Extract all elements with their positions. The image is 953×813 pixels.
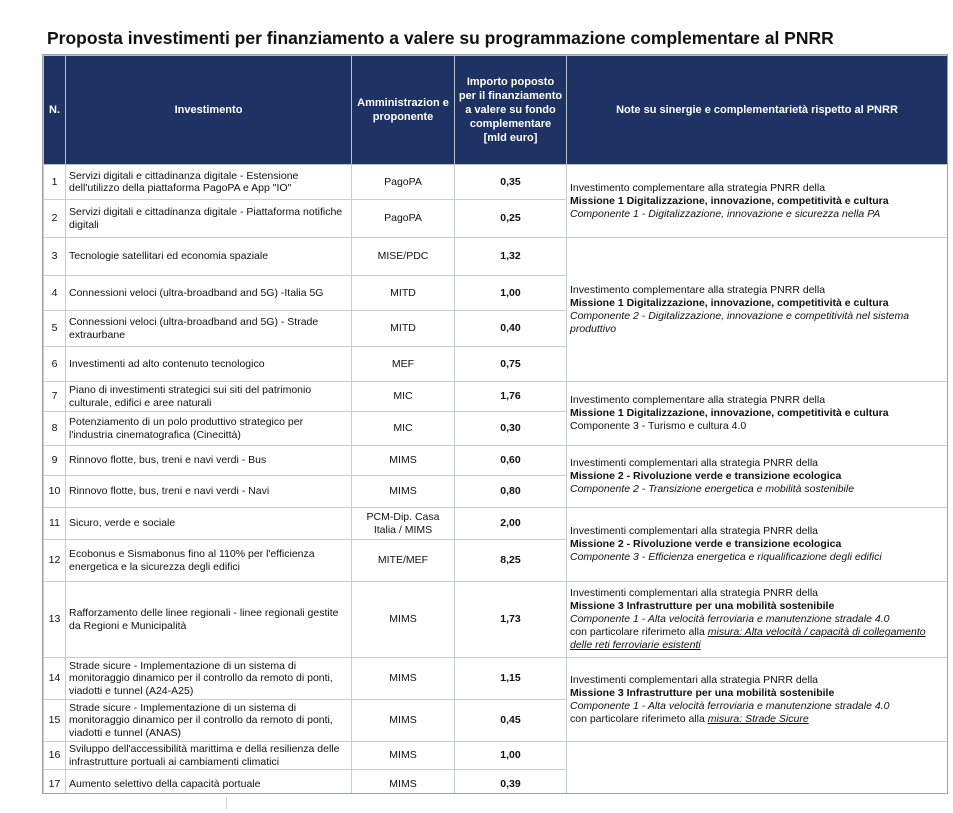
investment-name: Potenziamento di un polo produttivo strategico per l'industria cinematografica (Cinecittà) — [66, 412, 352, 446]
row-number: 2 — [44, 200, 66, 238]
row-number: 14 — [44, 658, 66, 700]
row-number: 4 — [44, 276, 66, 311]
investment-name: Servizi digitali e cittadinanza digitale - Estensione dell'utilizzo della piattaforma PagoPA e App "IO" — [66, 165, 352, 200]
table-row — [44, 238, 948, 276]
proposing-administration: MIMS — [352, 476, 455, 508]
page-divider — [226, 797, 227, 809]
proposing-administration: MITD — [352, 276, 455, 311]
investment-name: Investimenti ad alto contenuto tecnologico — [66, 347, 352, 382]
row-number: 8 — [44, 412, 66, 446]
amount: 1,00 — [455, 276, 567, 311]
table-row — [44, 508, 948, 540]
row-number: 6 — [44, 347, 66, 382]
table-row — [44, 658, 948, 700]
investment-name: Rinnovo flotte, bus, treni e navi verdi - Navi — [66, 476, 352, 508]
note-component: Componente 3 - Turismo e cultura 4.0 — [570, 420, 747, 432]
amount: 1,15 — [455, 658, 567, 700]
row-number: 16 — [44, 742, 66, 770]
amount: 2,00 — [455, 508, 567, 540]
note-line: Investimenti complementari alla strategia PNRR della — [570, 525, 819, 537]
note-component: Componente 1 - Digitalizzazione, innovazione e sicurezza nella PA — [570, 207, 881, 220]
investment-name: Sicuro, verde e sociale — [66, 508, 352, 540]
note-mission: Missione 2 - Rivoluzione verde e transizione ecologica — [570, 470, 842, 482]
header-n: N. — [44, 56, 66, 165]
investment-name: Strade sicure - Implementazione di un sistema di monitoraggio dinamico per il controllo da remoto di ponti, viadotti e tunnel (ANAS) — [66, 700, 352, 742]
note-cell — [567, 446, 948, 508]
amount: 0,75 — [455, 347, 567, 382]
amount: 1,00 — [455, 742, 567, 770]
table-row — [44, 165, 948, 200]
note-line: Investimento complementare alla strategia PNRR della — [570, 181, 826, 194]
note-cell — [567, 165, 948, 238]
note-cell — [567, 382, 948, 446]
investment-name: Connessioni veloci (ultra-broadband and 5G) -Italia 5G — [66, 276, 352, 311]
amount: 0,39 — [455, 770, 567, 795]
proposing-administration: MIC — [352, 382, 455, 412]
header-importo: Importo poposto per il finanziamento a valere su fondo complementare [mld euro] — [455, 56, 567, 165]
note-measure: misura: Strade Sicure — [707, 712, 809, 725]
investment-name: Rafforzamento delle linee regionali - linee regionali gestite da Regioni e Municipalità — [66, 582, 352, 658]
amount: 0,40 — [455, 311, 567, 347]
table-row — [44, 742, 948, 770]
amount: 0,80 — [455, 476, 567, 508]
note-component: Componente 2 - Transizione energetica e mobilità sostenibile — [570, 483, 855, 495]
row-number: 11 — [44, 508, 66, 540]
row-number: 12 — [44, 540, 66, 582]
header-investimento: Investimento — [66, 56, 352, 165]
proposing-administration: PCM-Dip. Casa Italia / MIMS — [352, 508, 455, 540]
document-title: Proposta investimenti per finanziamento a valere su programmazione complementare al PNRR — [47, 28, 834, 48]
proposing-administration: MIMS — [352, 582, 455, 658]
row-number: 13 — [44, 582, 66, 658]
row-number: 10 — [44, 476, 66, 508]
note-line: Investimenti complementari alla strategia PNRR della — [570, 587, 819, 599]
note-cell — [567, 508, 948, 582]
row-number: 1 — [44, 165, 66, 200]
investment-name: Rinnovo flotte, bus, treni e navi verdi - Bus — [66, 446, 352, 476]
amount: 0,35 — [455, 165, 567, 200]
amount: 1,73 — [455, 582, 567, 658]
table-row — [44, 446, 948, 476]
note-mission: Missione 3 Infrastrutture per una mobilità sostenibile — [570, 600, 835, 612]
row-number: 5 — [44, 311, 66, 347]
investment-name: Strade sicure - Implementazione di un sistema di monitoraggio dinamico per il controllo da remoto di ponti, viadotti e tunnel (A24-A25) — [66, 658, 352, 700]
investment-name: Sviluppo dell'accessibilità marittima e della resilienza delle infrastrutture portuali ai cambiamenti climatici — [66, 742, 352, 770]
investment-name: Servizi digitali e cittadinanza digitale - Piattaforma notifiche digitali — [66, 200, 352, 238]
note-line: Investimento complementare alla strategia PNRR della — [570, 394, 826, 406]
proposing-administration: PagoPA — [352, 200, 455, 238]
row-number: 17 — [44, 770, 66, 795]
amount: 0,25 — [455, 200, 567, 238]
note-cell-empty — [567, 742, 948, 795]
amount: 1,32 — [455, 238, 567, 276]
proposing-administration: MIMS — [352, 700, 455, 742]
note-component: Componente 1 - Alta velocità ferroviaria e manutenzione stradale 4.0 — [570, 613, 890, 625]
note-mission: Missione 1 Digitalizzazione, innovazione, competitività e cultura — [570, 296, 889, 309]
proposing-administration: MIMS — [352, 446, 455, 476]
amount: 0,30 — [455, 412, 567, 446]
header-amministrazione: Amministrazion e proponente — [352, 56, 455, 165]
note-line: Investimenti complementari alla strategia PNRR della — [570, 673, 819, 686]
investment-name: Aumento selettivo della capacità portuale — [66, 770, 352, 795]
note-cell — [567, 582, 948, 658]
investment-name: Connessioni veloci (ultra-broadband and 5G) - Strade extraurbane — [66, 311, 352, 347]
note-reference-prefix: con particolare riferimeto alla — [570, 712, 708, 725]
note-mission: Missione 1 Digitalizzazione, innovazione, competitività e cultura — [570, 194, 889, 207]
proposing-administration: MIMS — [352, 770, 455, 795]
header-note: Note su sinergie e complementarietà rispetto al PNRR — [567, 56, 948, 165]
proposing-administration: MIMS — [352, 658, 455, 700]
proposing-administration: MIC — [352, 412, 455, 446]
amount: 0,45 — [455, 700, 567, 742]
note-reference — [570, 626, 944, 652]
note-reference-prefix: con particolare riferimeto alla — [570, 626, 708, 638]
row-number: 7 — [44, 382, 66, 412]
investment-table — [43, 55, 948, 794]
note-line: Investimenti complementari alla strategia PNRR della — [570, 457, 819, 469]
note-cell — [567, 238, 948, 382]
investment-name: Tecnologie satellitari ed economia spaziale — [66, 238, 352, 276]
note-reference — [570, 713, 944, 726]
note-component: Componente 1 - Alta velocità ferroviaria e manutenzione stradale 4.0 — [570, 699, 890, 712]
note-line: Investimento complementare alla strategia PNRR della — [570, 283, 826, 296]
proposing-administration: MISE/PDC — [352, 238, 455, 276]
note-component: Componente 3 - Efficienza energetica e riqualificazione degli edifici — [570, 551, 882, 563]
table-row — [44, 582, 948, 658]
note-mission: Missione 2 - Rivoluzione verde e transizione ecologica — [570, 538, 842, 550]
row-number: 3 — [44, 238, 66, 276]
row-number: 15 — [44, 700, 66, 742]
proposing-administration: MIMS — [352, 742, 455, 770]
note-measure: misura: Alta velocità / capacità di collegamento delle reti ferroviarie esistenti — [570, 626, 926, 651]
table-row — [44, 382, 948, 412]
note-component: Componente 2 - Digitalizzazione, innovazione e competitività nel sistema produttivo — [570, 309, 910, 335]
proposing-administration: MITD — [352, 311, 455, 347]
proposing-administration: PagoPA — [352, 165, 455, 200]
investment-table-container — [42, 54, 948, 794]
investment-name: Ecobonus e Sismabonus fino al 110% per l'efficienza energetica e la sicurezza degli edifici — [66, 540, 352, 582]
investment-name: Piano di investimenti strategici sui siti del patrimonio culturale, edifici e aree naturali — [66, 382, 352, 412]
amount: 1,76 — [455, 382, 567, 412]
row-number: 9 — [44, 446, 66, 476]
table-header-row — [44, 56, 948, 165]
proposing-administration: MITE/MEF — [352, 540, 455, 582]
proposing-administration: MEF — [352, 347, 455, 382]
note-mission: Missione 3 Infrastrutture per una mobilità sostenibile — [570, 686, 835, 699]
note-cell — [567, 658, 948, 742]
amount: 0,60 — [455, 446, 567, 476]
note-mission: Missione 1 Digitalizzazione, innovazione, competitività e cultura — [570, 407, 889, 419]
amount: 8,25 — [455, 540, 567, 582]
